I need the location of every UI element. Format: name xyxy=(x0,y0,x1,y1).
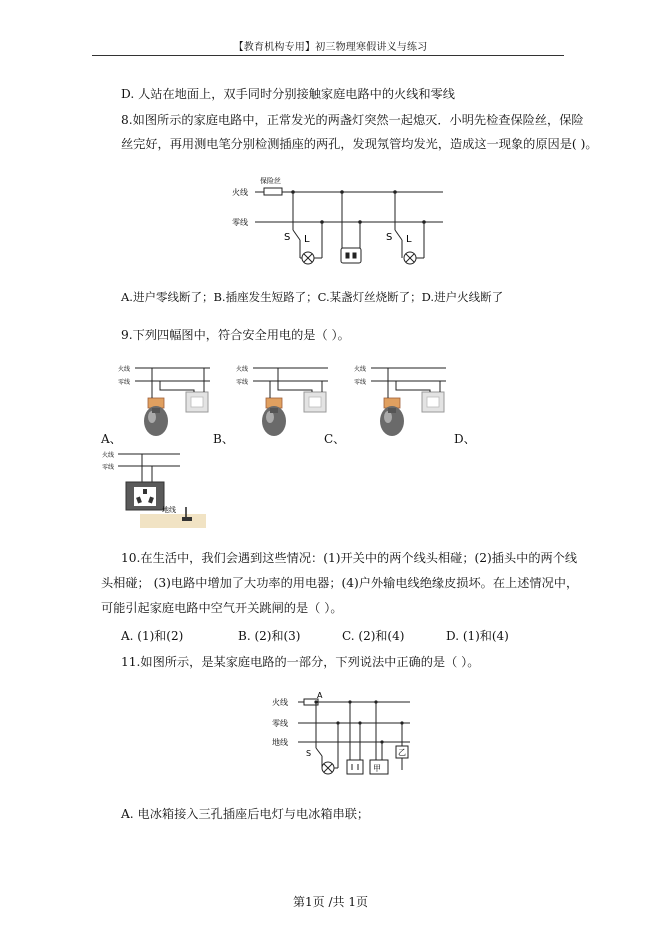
q8-switch2-label: S xyxy=(386,232,393,243)
socket-icon xyxy=(341,248,361,263)
q11-neutral-label: 零线 xyxy=(272,719,288,728)
q8-stem-line2: 丝完好，再用测电笔分别检测插座的两孔，发现氖管均发光，造成这一现象的原因是( )。 xyxy=(121,137,598,151)
header-rule xyxy=(92,55,564,56)
q10-option-c: C. (2)和(4) xyxy=(342,629,405,643)
q11-live-label: 火线 xyxy=(272,698,288,707)
q9-stem: 9.下列四幅图中，符合安全用电的是（ ）。 xyxy=(121,328,350,342)
q9-c-live: 火线 xyxy=(354,366,367,373)
q9-c-neutral: 零线 xyxy=(354,379,367,386)
q11-socket-icon xyxy=(347,760,363,774)
q8-options: A.进户零线断了；B.插座发生短路了；C.某盏灯丝烧断了；D.进户火线断了 xyxy=(121,290,504,304)
q9-d-neutral: 零线 xyxy=(102,464,115,471)
q11-ground-label: 地线 xyxy=(272,738,288,747)
q9-label-d: D、 xyxy=(454,432,476,446)
q11-stem: 11.如图所示，是某家庭电路的一部分，下列说法中正确的是（ ）。 xyxy=(121,655,480,669)
q11-a-label: A xyxy=(317,691,323,700)
q9-label-b: B、 xyxy=(213,432,234,446)
q10-option-d: D. (1)和(4) xyxy=(446,629,509,643)
q9-d-ground: 地线 xyxy=(162,506,176,514)
q8-lamp2-label: L xyxy=(406,234,412,245)
q8-stem-line1: 8.如图所示的家庭电路中，正常发光的两盏灯突然一起熄灭．小明先检查保险丝，保险 xyxy=(121,113,584,127)
q11-jia-label: 甲 xyxy=(373,764,381,773)
q11-circuit-figure xyxy=(270,690,420,780)
q8-neutral-label: 零线 xyxy=(232,218,248,227)
q9-figure-d xyxy=(100,444,210,530)
q10-stem-line3: 可能引起家庭电路中空气开关跳闸的是（ ）。 xyxy=(101,601,343,615)
q9-figures-abc xyxy=(100,355,480,445)
q11-s-label: S xyxy=(306,749,312,758)
fuse-symbol xyxy=(264,188,282,195)
page-header: 【教育机构专用】初三物理寒假讲义与练习 xyxy=(233,42,428,53)
q9-label-a: A、 xyxy=(101,432,122,446)
q9-a-live: 火线 xyxy=(118,366,131,373)
q8-fuse-label: 保险丝 xyxy=(260,177,281,185)
q8-circuit-figure xyxy=(230,170,450,275)
q10-option-a: A. (1)和(2) xyxy=(121,629,184,643)
q10-stem-line2: 头相碰； (3)电路中增加了大功率的用电器；(4)户外输电线绝缘皮损坏。在上述情况中， xyxy=(101,576,579,590)
q10-option-b: B. (2)和(3) xyxy=(238,629,301,643)
q8-lamp1-label: L xyxy=(304,234,310,245)
q11-yi-label: 乙 xyxy=(398,748,406,757)
q9-b-live: 火线 xyxy=(236,366,249,373)
q8-live-label: 火线 xyxy=(232,188,248,197)
q8-switch1-label: S xyxy=(284,232,291,243)
page-footer: 第1页 /共 1页 xyxy=(293,895,368,909)
q11-option-a: A. 电冰箱接入三孔插座后电灯与电冰箱串联； xyxy=(121,807,370,821)
q9-label-c: C、 xyxy=(324,432,346,446)
q7-option-d: D. 人站在地面上，双手同时分别接触家庭电路中的火线和零线 xyxy=(121,87,455,101)
q9-a-neutral: 零线 xyxy=(118,379,131,386)
q9-d-live: 火线 xyxy=(102,452,115,459)
q9-b-neutral: 零线 xyxy=(236,379,249,386)
q10-stem-line1: 10.在生活中，我们会遇到这些情况：(1)开关中的两个线头相碰；(2)插头中的两个线 xyxy=(121,551,578,565)
